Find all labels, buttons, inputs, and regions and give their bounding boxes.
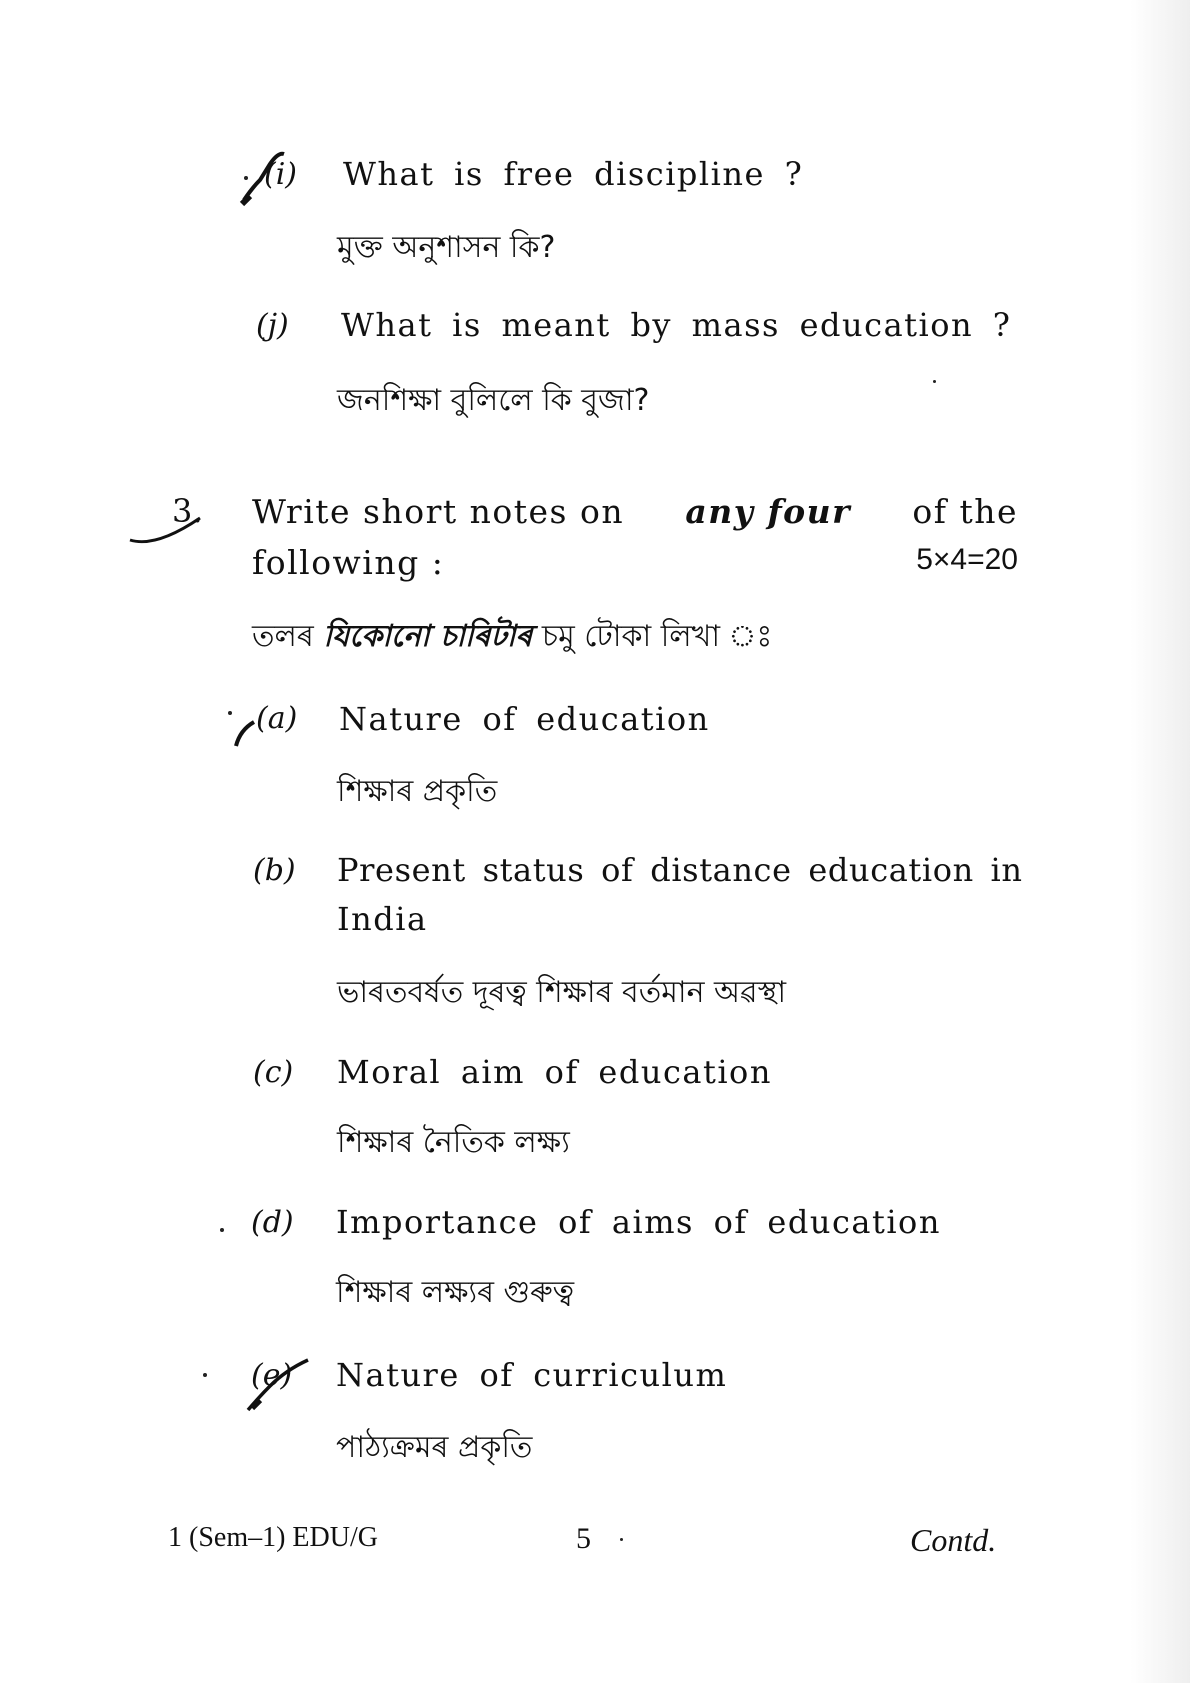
part-label: (a) [256, 701, 298, 736]
scan-speck [620, 1538, 623, 1541]
question-text-assamese: ভাৰতবৰ্ষত দূৰত্ব শিক্ষাৰ বৰ্তমান অৱস্থা [337, 975, 787, 1010]
instruction-text-assamese: তলৰ [252, 619, 314, 654]
scan-speck [220, 1228, 224, 1232]
question-3-instruction [252, 492, 1018, 531]
question-text: Importance of aims of education [336, 1203, 941, 1241]
tick-mark-icon [126, 490, 206, 550]
tick-mark-icon [242, 150, 302, 210]
marks: 5×4=20 [916, 543, 1018, 576]
scan-edge-shadow [1130, 0, 1190, 1683]
part-label: (e) [251, 1358, 293, 1393]
tick-mark-icon [232, 712, 272, 752]
instruction-text: following : [252, 543, 445, 582]
question-text: What is free discipline ? [343, 155, 804, 193]
part-label: (j) [256, 308, 289, 343]
part-label: (c) [253, 1055, 294, 1090]
instruction-text-assamese: চমু টোকা লিখা ঃ [541, 619, 773, 654]
question-text: Present status of distance education in [337, 851, 1023, 889]
part-label: (b) [253, 853, 296, 888]
question-text: Nature of curriculum [336, 1356, 728, 1394]
question-text: What is meant by mass education ? [341, 306, 1012, 344]
part-label: (d) [251, 1205, 294, 1240]
question-text-assamese: শিক্ষাৰ লক্ষ্যৰ গুৰুত্ব [336, 1275, 575, 1310]
question-text: Nature of education [339, 700, 710, 738]
question-text-assamese: শিক্ষাৰ প্ৰকৃতি [337, 774, 498, 809]
continued-label: Contd. [910, 1522, 997, 1558]
instruction-text: Write short notes on [252, 492, 625, 531]
tick-mark-icon [246, 1356, 316, 1416]
scan-speck [203, 1373, 207, 1377]
instruction-emphasis: any four [685, 492, 852, 531]
question-text-assamese: পাঠ্যক্ৰমৰ প্ৰকৃতি [336, 1430, 533, 1465]
question-3-instruction-line2 [252, 543, 1018, 582]
instruction-text: of the [912, 492, 1018, 531]
paper-code: 1 (Sem–1) EDU/G [168, 1522, 378, 1553]
question-3-instruction-assamese [252, 612, 772, 663]
question-text-assamese: শিক্ষাৰ নৈতিক লক্ষ্য [337, 1125, 570, 1160]
page-number: 5 [576, 1522, 591, 1555]
question-text-line2: India [337, 900, 428, 938]
question-text-assamese: জনশিক্ষা বুলিলে কি বুজা? [337, 383, 650, 418]
question-text: Moral aim of education [337, 1053, 772, 1091]
instruction-emphasis-assamese: যিকোনো চাৰিটাৰ [323, 619, 533, 654]
question-number: 3. [172, 492, 203, 530]
scan-speck [933, 380, 936, 383]
part-label: (i) [264, 157, 298, 192]
question-text-assamese: মুক্ত অনুশাসন কি? [337, 230, 556, 265]
